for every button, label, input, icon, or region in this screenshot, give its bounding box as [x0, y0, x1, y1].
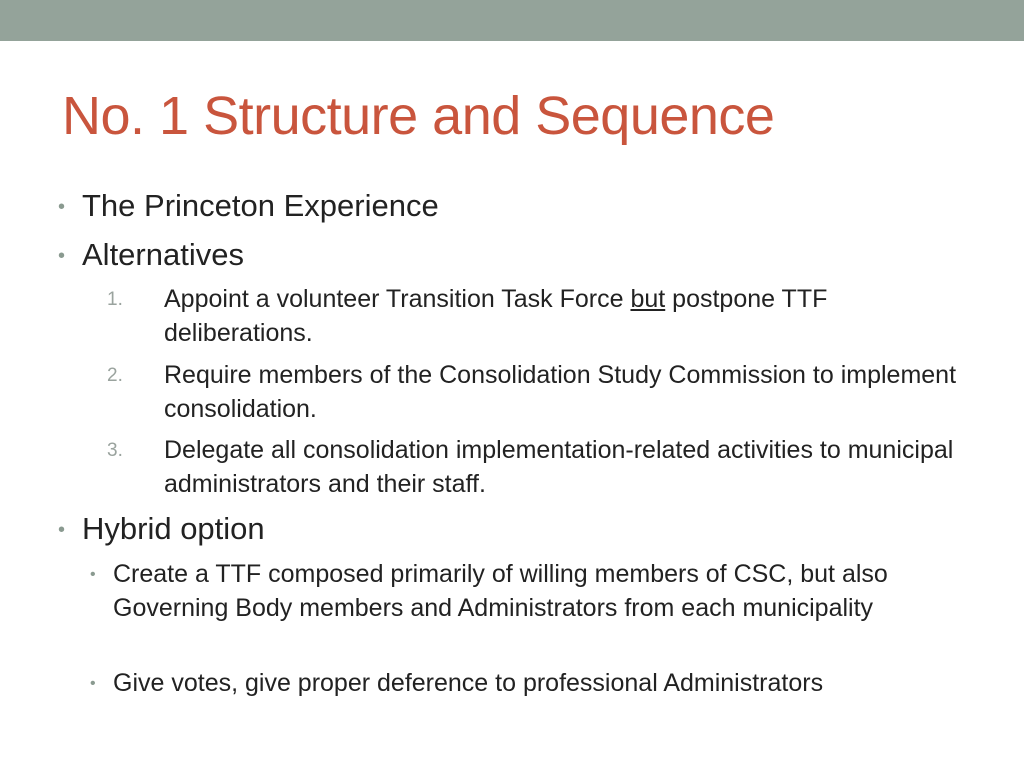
bullet-icon: •	[58, 196, 66, 218]
bullet-hybrid-option: Hybrid option	[82, 511, 265, 546]
hybrid-item-1: Create a TTF composed primarily of willing members of CSC, but also Governing Body members and Administrators from each municipality	[113, 560, 888, 622]
list-number: 3.	[107, 440, 123, 461]
alternative-item-1-underlined: but	[630, 285, 666, 313]
bullet-princeton-experience: The Princeton Experience	[82, 188, 439, 223]
alternative-item-3: Delegate all consolidation implementation-related activities to municipal administrators and their staff.	[164, 436, 954, 498]
bullet-icon: •	[58, 245, 66, 267]
alternative-item-1-before: Appoint a volunteer Transition Task Force	[164, 285, 631, 313]
list-number: 1.	[107, 289, 123, 310]
alternative-item-1	[164, 282, 964, 350]
bullet-icon: •	[58, 519, 66, 541]
list-number: 2.	[107, 365, 123, 386]
sub-bullet-icon: •	[90, 675, 96, 692]
sub-bullet-icon: •	[90, 566, 96, 583]
hybrid-item-2: Give votes, give proper deference to professional Administrators	[113, 669, 824, 697]
bullet-alternatives: Alternatives	[82, 237, 244, 272]
top-accent-bar	[0, 0, 1024, 41]
alternative-item-1-after: postpone TTF deliberations.	[164, 285, 828, 347]
slide-title: No. 1 Structure and Sequence	[62, 86, 775, 146]
alternative-item-2: Require members of the Consolidation Study Commission to implement consolidation.	[164, 361, 957, 423]
